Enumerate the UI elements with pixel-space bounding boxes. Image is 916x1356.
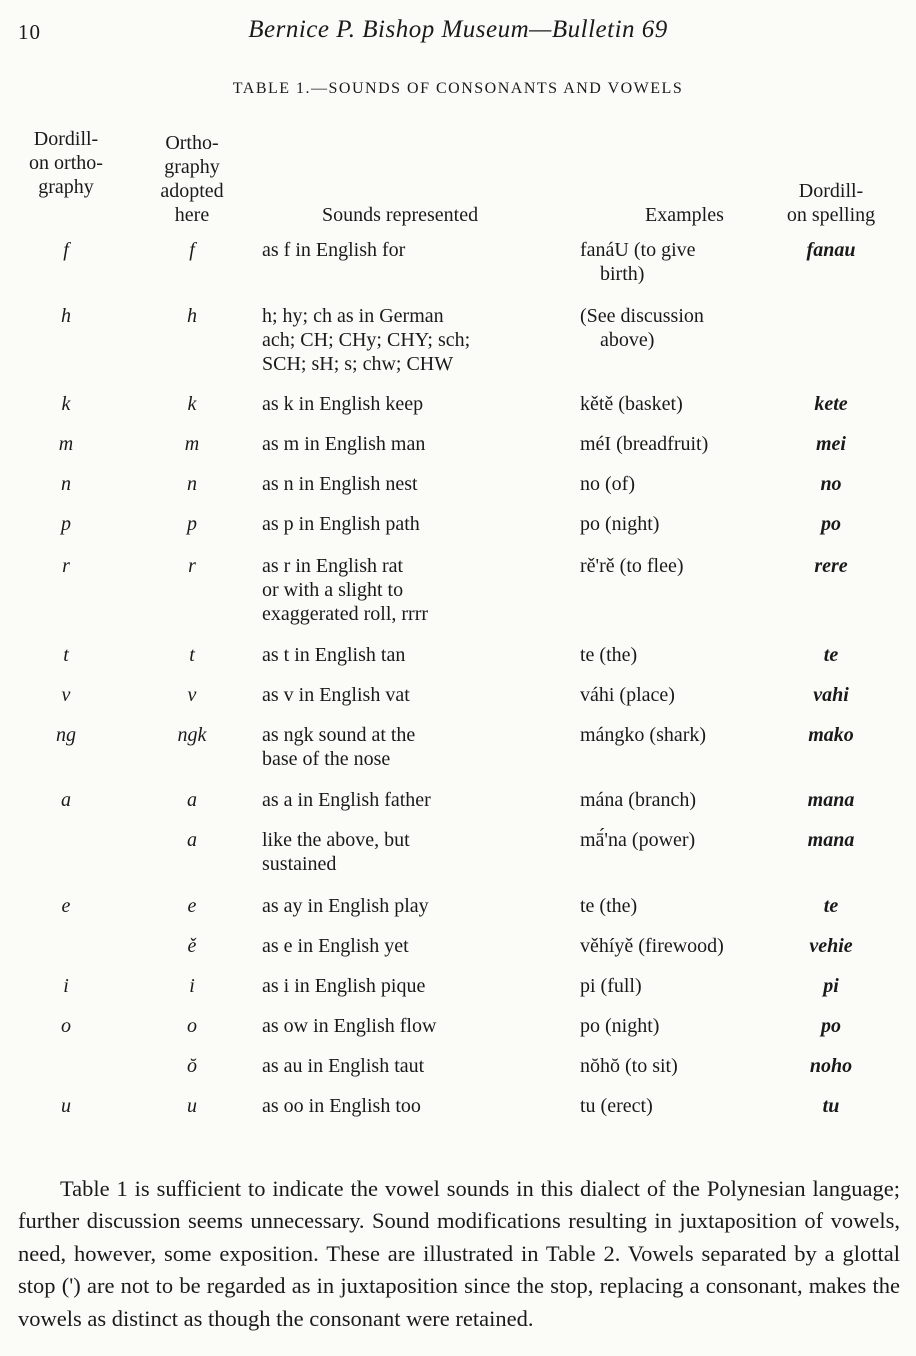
cell-sound-represented [262, 432, 562, 456]
cell-dordillon-orthography: v [61, 684, 71, 706]
cell-example [580, 472, 770, 496]
cell-example [580, 1054, 770, 1078]
cell-adopted-orthography: a [187, 789, 197, 811]
cell-adopted-orthography: i [189, 975, 195, 997]
cell-example-line: tu (erect) [580, 1095, 653, 1117]
cell-sound-represented-line: like the above, but [262, 829, 410, 851]
cell-example-line: above) [600, 329, 655, 351]
cell-sound-represented-line: as ay in English play [262, 895, 429, 917]
cell-adopted-orthography: ŏ [187, 1055, 197, 1077]
header-line: on spelling [786, 204, 876, 226]
cell-dordillon-orthography: r [62, 555, 70, 577]
header-line: Dordill- [33, 128, 99, 150]
cell-dordillon-spelling: vehie [809, 935, 853, 957]
cell-dordillon-spelling: mako [808, 724, 854, 746]
cell-sound-represented-line: as k in English keep [262, 393, 424, 415]
cell-sound-represented [262, 723, 562, 771]
cell-example [580, 1014, 770, 1038]
cell-sound-represented-line: as i in English pique [262, 975, 426, 997]
cell-dordillon-spelling: no [820, 473, 842, 495]
cell-sound-represented [262, 1054, 562, 1078]
header-sounds-represented [322, 203, 622, 227]
cell-example [580, 683, 770, 707]
cell-dordillon-orthography: n [61, 473, 71, 495]
cell-sound-represented-line: sustained [262, 853, 337, 875]
cell-dordillon-spelling: rere [814, 555, 848, 577]
cell-example-line: nŏhŏ (to sit) [580, 1055, 678, 1077]
cell-example-line: te (the) [580, 895, 638, 917]
cell-sound-represented-line: as p in English path [262, 513, 420, 535]
cell-dordillon-orthography: o [61, 1015, 71, 1037]
cell-adopted-orthography: k [187, 393, 197, 415]
cell-example [580, 238, 770, 286]
cell-example [580, 788, 770, 812]
cell-example [580, 974, 770, 998]
cell-sound-represented-line: or with a slight to [262, 579, 404, 601]
cell-example [580, 934, 770, 958]
cell-dordillon-spelling: po [821, 1015, 841, 1037]
cell-dordillon-orthography: a [61, 789, 71, 811]
cell-example-line: no (of) [580, 473, 635, 495]
cell-dordillon-orthography: t [63, 644, 69, 666]
cell-adopted-orthography: a [187, 829, 197, 851]
cell-dordillon-orthography: f [63, 239, 69, 261]
cell-example-line: váhi (place) [580, 684, 675, 706]
cell-sound-represented-line: as t in English tan [262, 644, 406, 666]
cell-sound-represented [262, 974, 562, 998]
cell-dordillon-spelling: tu [822, 1095, 840, 1117]
cell-sound-represented [262, 643, 562, 667]
cell-adopted-orthography: p [187, 513, 197, 535]
cell-example-line: po (night) [580, 1015, 660, 1037]
cell-adopted-orthography: r [188, 555, 196, 577]
cell-example-line: mángko (shark) [580, 724, 707, 746]
cell-dordillon-orthography: h [61, 305, 71, 327]
cell-example-line: birth) [600, 263, 645, 285]
cell-sound-represented-line: base of the nose [262, 748, 391, 770]
cell-example-line: te (the) [580, 644, 638, 666]
cell-sound-represented [262, 683, 562, 707]
cell-example-line: věhíyě (firewood) [580, 935, 724, 957]
cell-sound-represented [262, 1014, 562, 1038]
cell-dordillon-spelling: mana [807, 789, 855, 811]
cell-example-line: po (night) [580, 513, 660, 535]
page-header [18, 14, 898, 54]
cell-example [580, 304, 770, 352]
header-dordillon-orthography [18, 127, 114, 199]
header-line: Ortho- [165, 132, 219, 154]
header-line: graphy [38, 176, 94, 198]
cell-dordillon-orthography: p [61, 513, 71, 535]
cell-example-line: pi (full) [580, 975, 642, 997]
header-line: Dordill- [798, 180, 864, 202]
cell-example-line: mána (branch) [580, 789, 697, 811]
cell-example-line: kětě (basket) [580, 393, 683, 415]
cell-sound-represented [262, 554, 562, 626]
cell-dordillon-orthography: ng [56, 724, 76, 746]
cell-sound-represented-line: as m in English man [262, 433, 426, 455]
cell-example [580, 828, 770, 852]
cell-adopted-orthography: e [187, 895, 197, 917]
cell-sound-represented [262, 512, 562, 536]
cell-dordillon-spelling: pi [823, 975, 839, 997]
cell-example-line: rě'rě (to flee) [580, 555, 684, 577]
cell-sound-represented [262, 392, 562, 416]
header-line: Sounds represented [322, 204, 479, 226]
cell-adopted-orthography: f [189, 239, 195, 261]
cell-sound-represented-line: as n in English nest [262, 473, 418, 495]
cell-dordillon-spelling: kete [814, 393, 848, 415]
cell-sound-represented [262, 472, 562, 496]
cell-dordillon-orthography: e [61, 895, 71, 917]
cell-dordillon-spelling: vahi [813, 684, 849, 706]
header-line: Examples [645, 204, 724, 226]
cell-adopted-orthography: ě [187, 935, 197, 957]
cell-sound-represented-line: SCH; sH; s; chw; CHW [262, 353, 454, 375]
cell-sound-represented [262, 788, 562, 812]
body-paragraph: Table 1 is sufficient to indicate the vowel sounds in this dialect of the Polynesian language; further discussion seems unnecessary. Sound modifications resulting in juxtaposition of vowels, need, however, some exposition. These are illustrated in Table 2. Vowels separated by a glottal stop (') are not to be regarded as in juxtaposition since the stop, replacing a consonant, makes the vowels as distinct as though the consonant were retained. [18, 1175, 900, 1331]
cell-dordillon-spelling: fanau [806, 239, 856, 261]
cell-example-line: (See discussion [580, 305, 704, 327]
cell-sound-represented [262, 934, 562, 958]
cell-dordillon-orthography: m [58, 433, 74, 455]
cell-sound-represented-line: as ow in English flow [262, 1015, 437, 1037]
cell-sound-represented-line: ach; CH; CHy; CHY; sch; [262, 329, 471, 351]
cell-sound-represented-line: as oo in English too [262, 1095, 421, 1117]
header-line: here [174, 204, 210, 226]
cell-sound-represented [262, 238, 562, 262]
cell-adopted-orthography: m [184, 433, 200, 455]
cell-adopted-orthography: o [187, 1015, 197, 1037]
cell-adopted-orthography: t [189, 644, 195, 666]
cell-adopted-orthography: h [187, 305, 197, 327]
cell-adopted-orthography: v [187, 684, 197, 706]
cell-dordillon-orthography: k [61, 393, 71, 415]
cell-sound-represented-line: as v in English vat [262, 684, 410, 706]
cell-sound-represented-line: as f in English for [262, 239, 406, 261]
cell-example [580, 392, 770, 416]
cell-dordillon-spelling: te [823, 644, 839, 666]
header-line: on ortho- [29, 152, 103, 174]
cell-example-line: mā́'na (power) [580, 829, 696, 851]
cell-dordillon-orthography: u [61, 1095, 71, 1117]
cell-sound-represented-line: as a in English father [262, 789, 431, 811]
cell-example [580, 723, 770, 747]
cell-sound-represented-line: exaggerated roll, rrrr [262, 603, 429, 625]
table-title: TABLE 1.—SOUNDS OF CONSONANTS AND VOWELS [232, 80, 684, 97]
cell-sound-represented-line: as e in English yet [262, 935, 409, 957]
cell-adopted-orthography: n [187, 473, 197, 495]
cell-example [580, 1094, 770, 1118]
cell-sound-represented-line: as ngk sound at the [262, 724, 416, 746]
header-line: adopted [160, 180, 224, 202]
cell-sound-represented [262, 1094, 562, 1118]
cell-adopted-orthography: u [187, 1095, 197, 1117]
cell-example [580, 643, 770, 667]
cell-sound-represented-line: as au in English taut [262, 1055, 425, 1077]
cell-adopted-orthography: ngk [177, 724, 207, 746]
cell-example-line: méI (breadfruit) [580, 433, 709, 455]
cell-example-line: fanáU (to give [580, 239, 696, 261]
cell-sound-represented [262, 828, 562, 876]
cell-example [580, 432, 770, 456]
cell-example [580, 512, 770, 536]
header-line: graphy [164, 156, 220, 178]
cell-dordillon-spelling: mana [807, 829, 855, 851]
header-orthography-adopted [140, 131, 244, 227]
cell-dordillon-orthography: i [63, 975, 69, 997]
page-number: 10 [18, 20, 41, 44]
cell-dordillon-spelling: mei [816, 433, 846, 455]
cell-dordillon-spelling: po [821, 513, 841, 535]
header-dordillon-spelling [770, 179, 892, 227]
cell-dordillon-spelling: noho [809, 1055, 853, 1077]
cell-sound-represented-line: h; hy; ch as in German [262, 305, 444, 327]
cell-sound-represented [262, 304, 562, 376]
cell-sound-represented [262, 894, 562, 918]
running-title: Bernice P. Bishop Museum—Bulletin 69 [248, 16, 668, 43]
cell-sound-represented-line: as r in English rat [262, 555, 404, 577]
cell-example [580, 554, 770, 578]
cell-example [580, 894, 770, 918]
cell-dordillon-spelling: te [823, 895, 839, 917]
